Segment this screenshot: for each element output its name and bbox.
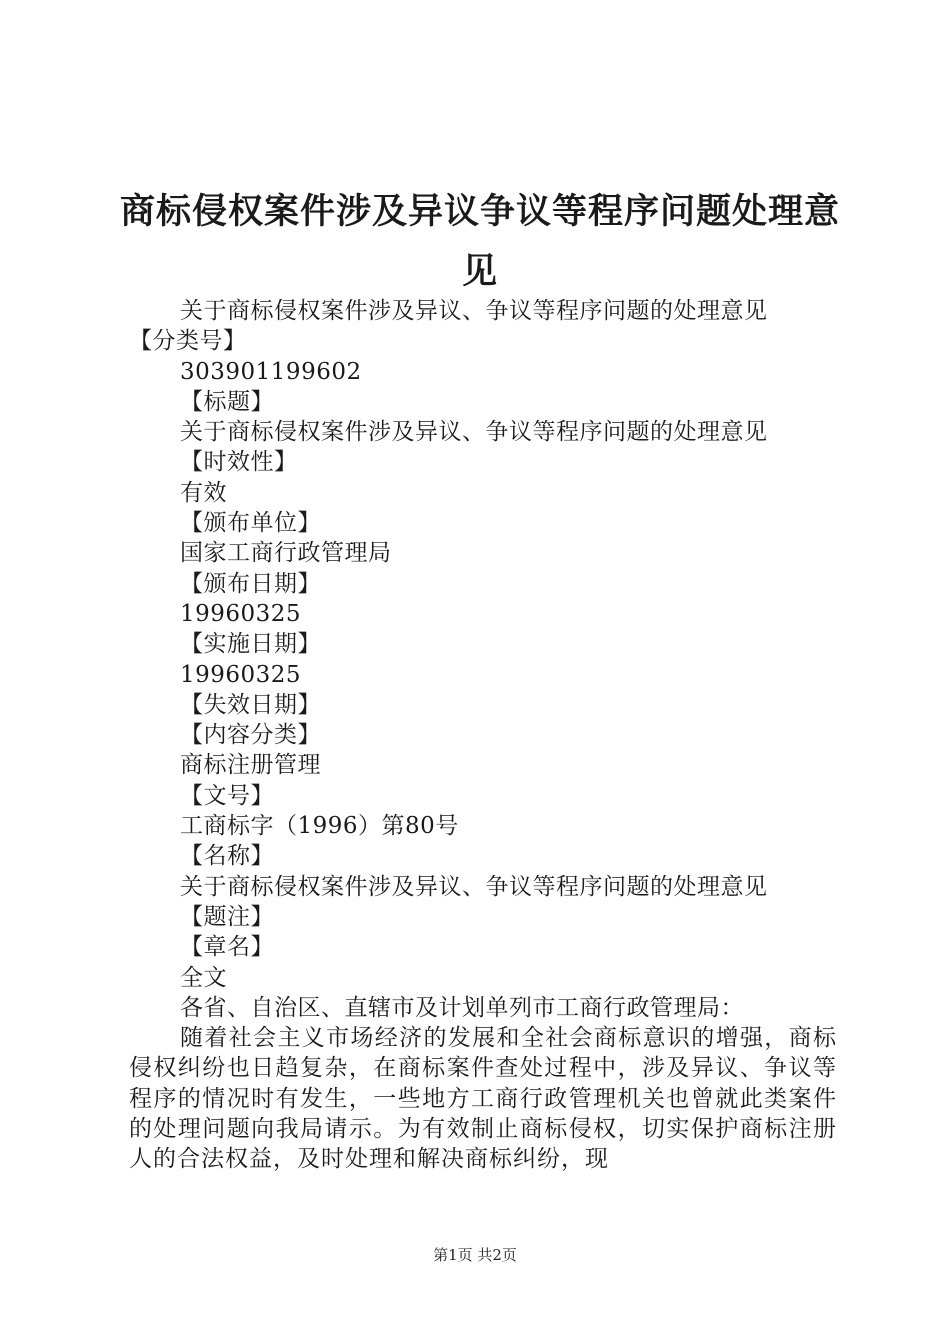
field-label-issuer: 【颁布单位】 bbox=[180, 510, 321, 537]
field-label-issue-date: 【颁布日期】 bbox=[180, 570, 321, 597]
field-value-issue-date: 19960325 bbox=[180, 600, 302, 627]
document-body bbox=[129, 296, 837, 1175]
field-label-classification: 【分类号】 bbox=[129, 328, 247, 355]
field-label-chapter: 【章名】 bbox=[180, 934, 274, 961]
field-value-content-category: 商标注册管理 bbox=[180, 752, 321, 779]
field-label-effective-date: 【实施日期】 bbox=[180, 631, 321, 658]
field-value-issuer: 国家工商行政管理局 bbox=[180, 540, 392, 567]
field-value-effective-date: 19960325 bbox=[180, 661, 302, 688]
document-title: 商标侵权案件涉及异议争议等程序问题处理意见 bbox=[120, 191, 841, 292]
heading-line: 关于商标侵权案件涉及异议、争议等程序问题的处理意见 bbox=[180, 298, 768, 324]
field-label-title: 【标题】 bbox=[180, 388, 274, 415]
field-label-name: 【名称】 bbox=[180, 843, 274, 870]
field-value-validity: 有效 bbox=[180, 479, 227, 506]
page-footer: 第1页 共2页 bbox=[433, 1246, 517, 1264]
field-value-classification: 303901199602 bbox=[180, 358, 362, 385]
field-label-validity: 【时效性】 bbox=[180, 449, 298, 476]
field-label-content-category: 【内容分类】 bbox=[180, 722, 321, 749]
field-value-name: 关于商标侵权案件涉及异议、争议等程序问题的处理意见 bbox=[180, 873, 768, 900]
field-label-doc-number: 【文号】 bbox=[180, 782, 274, 809]
field-label-note: 【题注】 bbox=[180, 903, 274, 930]
field-value-chapter: 全文 bbox=[180, 964, 227, 991]
body-paragraph: 随着社会主义市场经济的发展和全社会商标意识的增强，商标侵权纠纷也日趋复杂，在商标案件查处过程中，涉及异议、争议等程序的情况时有发生，一些地方工商行政管理机关也曾就此类案件的处理问题向我局请示。为有效制止商标侵权，切实保护商标注册人的合法权益，及时处理和解决商标纠纷，现 bbox=[129, 1025, 837, 1173]
field-value-doc-number: 工商标字（1996）第80号 bbox=[180, 813, 459, 840]
salutation: 各省、自治区、直辖市及计划单列市工商行政管理局： bbox=[180, 994, 744, 1021]
field-label-expiry-date: 【失效日期】 bbox=[180, 691, 321, 718]
field-value-title: 关于商标侵权案件涉及异议、争议等程序问题的处理意见 bbox=[180, 419, 768, 446]
